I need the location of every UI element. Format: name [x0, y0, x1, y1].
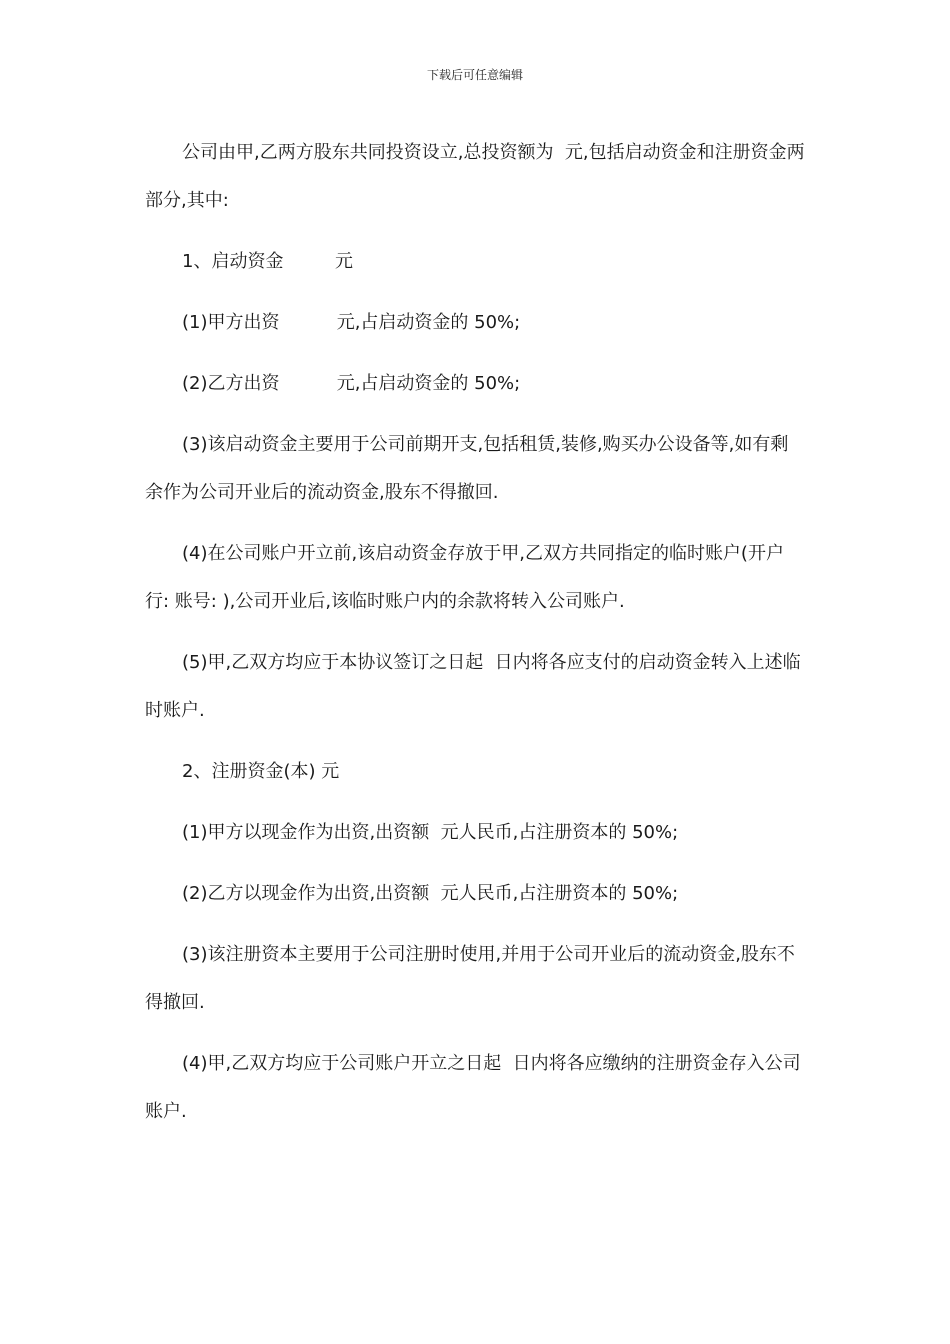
- document-body: [145, 129, 805, 1149]
- paragraph-registered-capital-heading: 2、注册资金(本) 元: [182, 761, 340, 782]
- paragraph-registered-capital-party-b: (2)乙方以现金作为出资,出资额 元人民币,占注册资本的 50%;: [182, 883, 679, 904]
- paragraph-startup-fund-usage: (3)该启动资金主要用于公司前期开支,包括租赁,装修,购买办公设备等,如有剩余作为公司开业后的流动资金,股东不得撤回.: [145, 434, 789, 503]
- paragraph-startup-fund-heading: 1、启动资金 元: [182, 251, 353, 272]
- paragraph-registered-capital-party-a: (1)甲方以现金作为出资,出资额 元人民币,占注册资本的 50%;: [182, 822, 679, 843]
- header-note: 下载后可任意编辑: [426, 68, 523, 82]
- paragraph-registered-capital-deadline: (4)甲,乙双方均应于公司账户开立之日起 日内将各应缴纳的注册资金存入公司账户.: [145, 1053, 801, 1122]
- paragraph-registered-capital-usage: (3)该注册资本主要用于公司注册时使用,并用于公司开业后的流动资金,股东不得撤回.: [145, 944, 795, 1013]
- paragraph-investment-intro: 公司由甲,乙两方股东共同投资设立,总投资额为 元,包括启动资金和注册资金两部分,其中:: [145, 142, 805, 211]
- paragraph-startup-fund-party-a: (1)甲方出资 元,占启动资金的 50%;: [182, 312, 521, 333]
- paragraph-startup-fund-party-b: (2)乙方出资 元,占启动资金的 50%;: [182, 373, 521, 394]
- paragraph-startup-fund-deadline: (5)甲,乙双方均应于本协议签订之日起 日内将各应支付的启动资金转入上述临时账户.: [145, 652, 801, 721]
- paragraph-startup-fund-temp-account: (4)在公司账户开立前,该启动资金存放于甲,乙双方共同指定的临时账户(开户行: 账号: ),公司开业后,该临时账户内的余款将转入公司账户.: [145, 543, 784, 612]
